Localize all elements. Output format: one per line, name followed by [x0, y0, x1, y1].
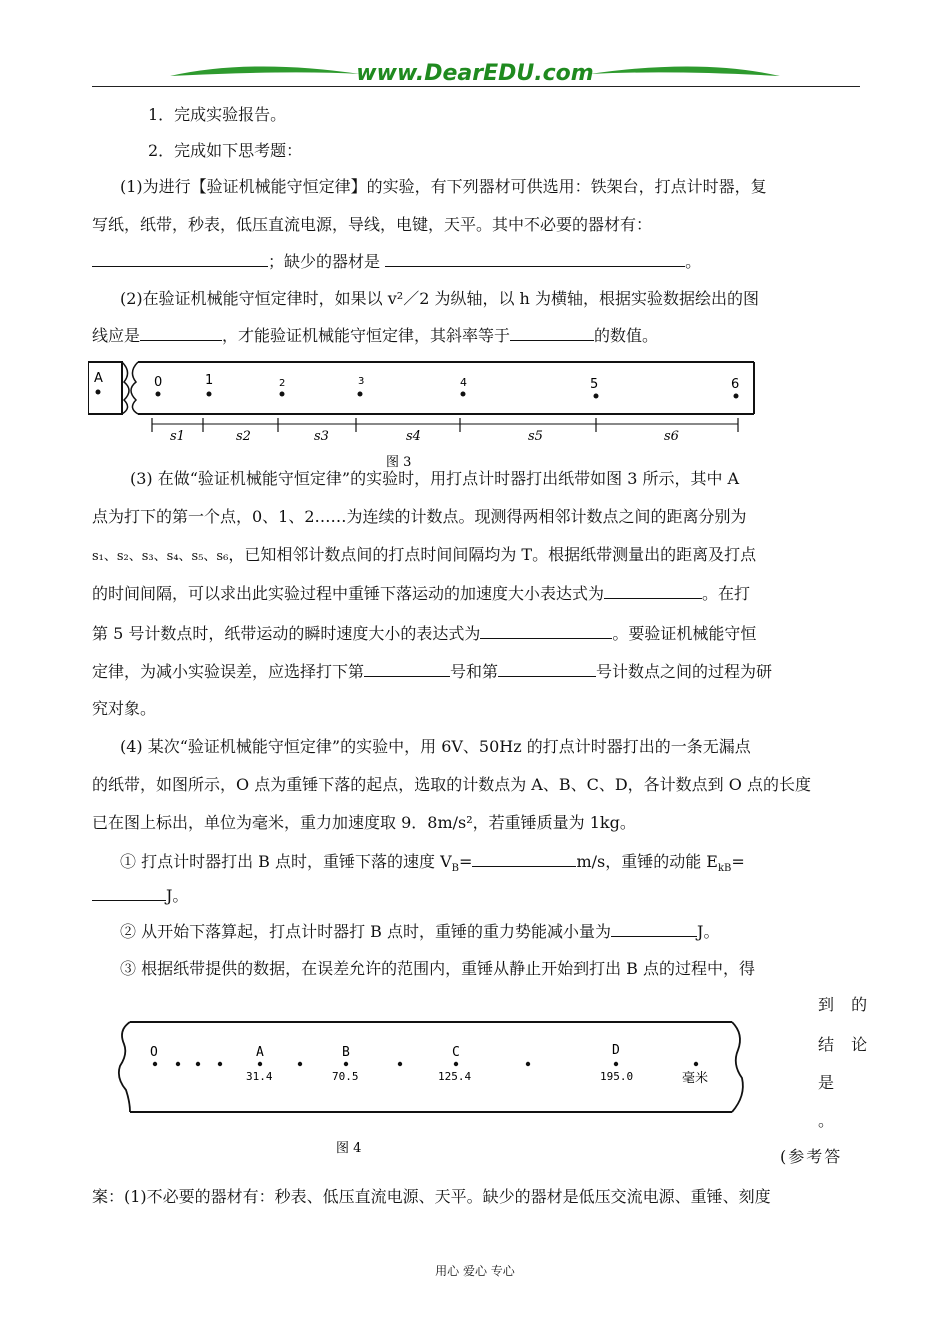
answer-blank	[140, 324, 222, 341]
dot-0	[156, 392, 161, 397]
fig4-value-c: 125.4	[438, 1070, 472, 1083]
dot-3	[358, 392, 363, 397]
q4-line-1: (4) 某次“验证机械能守恒定律”的实验中，用 6V、50Hz 的打点计时器打出的一条无漏点	[120, 737, 751, 756]
fig4-label-b: B	[342, 1045, 350, 1060]
dot-6	[734, 394, 739, 399]
point-label-4: 4	[460, 376, 467, 389]
q4-line-2: 的纸带，如图所示，O 点为重锤下落的起点，选取的计数点为 A、B、C、D，各计数点到 O 点的长度	[92, 775, 811, 794]
point-label-2: 2	[279, 378, 286, 389]
q1-line-3: ；缺少的器材是 。	[92, 250, 701, 273]
figure-4-tape	[116, 1016, 756, 1162]
fig4-unit: 毫米	[682, 1071, 709, 1086]
reference-answer-start: (参考答	[780, 1147, 843, 1166]
fig4-label-o: O	[150, 1045, 158, 1060]
answer-blank	[364, 660, 450, 677]
segment-label-s5: s5	[528, 429, 543, 444]
fig4-dot-d	[614, 1062, 618, 1066]
point-label-a: A	[94, 371, 103, 386]
q1-line-1: (1)为进行【验证机械能守恒定律】的实验，有下列器材可供选用：铁架台，打点计时器，复	[120, 177, 767, 196]
q4-part-1: ① 打点计时器打出 B 点时，重锤下落的速度 $V_B= m/s$，重锤的动能 $E_{kB}=$	[120, 852, 745, 875]
segment-label-s1: s1	[170, 429, 185, 444]
q3-line-2: 点为打下的第一个点，0、1、2……为连续的计数点。现测得两相邻计数点之间的距离分别为	[92, 507, 747, 526]
dot-4	[461, 392, 466, 397]
point-label-0: 0	[154, 375, 163, 390]
dot-2	[280, 392, 285, 397]
logo-text: www.DearEDU.com	[356, 61, 594, 86]
q4-line-3: 已在图上标出，单位为毫米，重力加速度取 9．8m/s²，若重锤质量为 1kg。	[92, 813, 636, 832]
answer-blank	[480, 622, 612, 639]
q2-line-2: 线应是 ，才能验证机械能守恒定律，其斜率等于 的数值。	[92, 326, 659, 345]
answer-blank	[498, 660, 596, 677]
conclusion-col-1: 到 的	[818, 995, 874, 1014]
fig4-value-b: 70.5	[332, 1070, 359, 1083]
segment-label-s3: s3	[314, 429, 329, 444]
fig4-dot-c	[454, 1062, 458, 1066]
point-label-1: 1	[205, 373, 214, 388]
fig4-value-a: 31.4	[246, 1070, 273, 1083]
answer-blank	[92, 250, 268, 267]
fig4-label-d: D	[612, 1043, 620, 1058]
answer-blank	[472, 850, 576, 867]
q2-line-1: (2)在验证机械能守恒定律时，如果以 v²／2 为纵轴，以 h 为横轴，根据实验数据绘出的图	[120, 289, 759, 308]
q3-line-7: 究对象。	[92, 699, 157, 718]
item-1: 1．完成实验报告。	[148, 105, 287, 124]
answer-blank	[604, 582, 702, 599]
answer-blank	[92, 884, 166, 901]
segment-label-s6: s6	[664, 429, 679, 444]
conclusion-col-2: 结 论	[818, 1035, 874, 1054]
point-label-6: 6	[731, 377, 740, 392]
fig4-label-c: C	[452, 1045, 460, 1060]
segment-label-s4: s4	[406, 429, 421, 444]
answer-line: 案：(1)不必要的器材有：秒表、低压直流电源、天平。缺少的器材是低压交流电源、重锤、刻度	[92, 1187, 771, 1206]
answer-blank	[510, 324, 594, 341]
site-logo	[170, 56, 780, 90]
fig4-value-d: 195.0	[600, 1070, 634, 1083]
conclusion-col-4: 。	[818, 1111, 841, 1130]
fig4-dot-b	[344, 1062, 348, 1066]
dot-a	[96, 390, 101, 395]
figure-3-caption: 图 3	[386, 455, 412, 470]
q4-part-3: ③ 根据纸带提供的数据，在误差允许的范围内，重锤从静止开始到打出 B 点的过程中，得	[120, 959, 756, 978]
point-label-3: 3	[358, 376, 365, 387]
dot-1	[207, 392, 212, 397]
q3-line-5: 第 5 号计数点时，纸带运动的瞬时速度大小的表达式为 。要验证机械能守恒	[92, 624, 757, 643]
fig4-dot-a	[258, 1062, 262, 1066]
segment-label-s2: s2	[236, 429, 251, 444]
q3-line-3: s₁、s₂、s₃、s₄、s₅、s₆，已知相邻计数点间的打点时间间隔均为 T。根据纸带测量出的距离及打点	[92, 545, 757, 564]
q4-part-2: ② 从开始下落算起，打点计时器打 B 点时，重锤的重力势能减小量为 J。	[120, 922, 720, 941]
point-label-5: 5	[590, 377, 599, 392]
figure-3-tape	[88, 356, 768, 472]
answer-blank	[385, 250, 685, 267]
q3-line-4: 的时间间隔，可以求出此实验过程中重锤下落运动的加速度大小表达式为 。在打	[92, 584, 751, 603]
q3-line-6: 定律，为减小实验误差，应选择打下第 号和第 号计数点之间的过程为研	[92, 662, 773, 681]
q1-line-2: 写纸，纸带，秒表，低压直流电源，导线，电键，天平。其中不必要的器材有：	[92, 215, 653, 234]
figure-4-caption: 图 4	[336, 1141, 362, 1156]
header-divider	[92, 86, 860, 87]
dot-5	[594, 394, 599, 399]
fig4-label-a: A	[256, 1045, 264, 1060]
conclusion-col-3: 是	[818, 1073, 841, 1092]
q3-line-1: (3) 在做“验证机械能守恒定律”的实验时，用打点计时器打出纸带如图 3 所示，其中 A	[130, 469, 740, 488]
item-2: 2．完成如下思考题：	[148, 141, 303, 160]
answer-blank	[611, 920, 697, 937]
footer-text: 用心 爱心 专心	[435, 1264, 515, 1278]
q4-part-1-cont: J。	[92, 884, 188, 907]
